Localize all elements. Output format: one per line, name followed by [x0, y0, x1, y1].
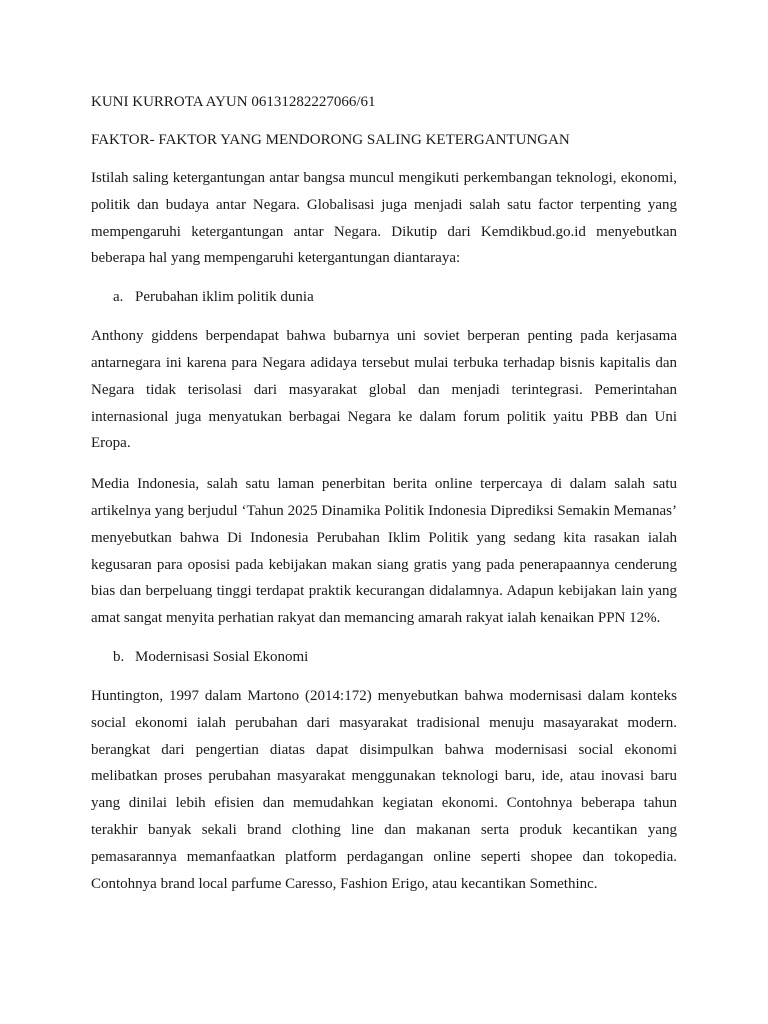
- document-title: FAKTOR- FAKTOR YANG MENDORONG SALING KETERGANTUNGAN: [91, 132, 570, 148]
- section-b-heading: [91, 646, 677, 668]
- section-a-paragraph-1: Anthony giddens berpendapat bahwa bubarnya uni soviet berperan penting pada kerjasama antarnegara ini karena para Negara adidaya tersebut mulai terbuka terhadap bisnis kapitalis dan Negara tidak terisolasi dari masyarakat global dan menjadi terintegrasi. Pemerintahan internasional juga menyatukan berbagai Negara ke dalam forum politik yaitu PBB dan Uni Eropa.: [91, 328, 677, 452]
- section-b-heading-text: Modernisasi Sosial Ekonomi: [135, 648, 309, 665]
- document-body: [91, 91, 677, 911]
- section-a-heading: [91, 286, 677, 308]
- section-a-paragraph-2: Media Indonesia, salah satu laman penerbitan berita online terpercaya di dalam salah satu artikelnya yang berjudul ‘Tahun 2025 Dinamika Politik Indonesia Diprediksi Semakin Memanas’ menyebutkan bahwa Di Indonesia Perubahan Iklim Politik yang sedang kita rasakan ialah kegusaran para oposisi pada kebijakan makan siang gratis yang pada penerapaannya cenderung bias dan berpeluang tinggi terdapat praktik kecurangan didalamnya. Adapun kebijakan lain yang amat sangat menyita perhatian rakyat dan memancing amarah rakyat ialah kenaikan PPN 12%.: [91, 476, 677, 627]
- list-marker-b: b.: [113, 648, 125, 665]
- section-a-heading-text: Perubahan iklim politik dunia: [135, 289, 314, 306]
- intro-paragraph: Istilah saling ketergantungan antar bangsa muncul mengikuti perkembangan teknologi, ekonomi, politik dan budaya antar Negara. Globalisasi juga menjadi salah satu factor terpenting yang mempengaruhi ketergantungan antar Negara. Dikutip dari Kemdikbud.go.id menyebutkan beberapa hal yang mempengaruhi ketergantungan diantaraya:: [91, 170, 677, 267]
- section-b-paragraph-1: Huntington, 1997 dalam Martono (2014:172) menyebutkan bahwa modernisasi dalam konteks social ekonomi ialah perubahan dari masyarakat tradisional menuju masayarakat modern. berangkat dari pengertian diatas dapat disimpulkan bahwa modernisasi social ekonomi melibatkan proses perubahan masyarakat menggunakan teknologi baru, ide, atau inovasi baru yang dinilai lebih efisien dan memudahkan kegiatan ekonomi. Contohnya beberapa tahun terakhir banyak sekali brand clothing line dan makanan serta produk kecantikan yang pemasarannya memanfaatkan platform perdagangan online seperti shopee dan tokopedia. Contohnya brand local parfume Caresso, Fashion Erigo, atau kecantikan Somethinc.: [91, 687, 677, 892]
- author-line: KUNI KURROTA AYUN 06131282227066/61: [91, 94, 376, 110]
- list-marker-a: a.: [113, 289, 124, 306]
